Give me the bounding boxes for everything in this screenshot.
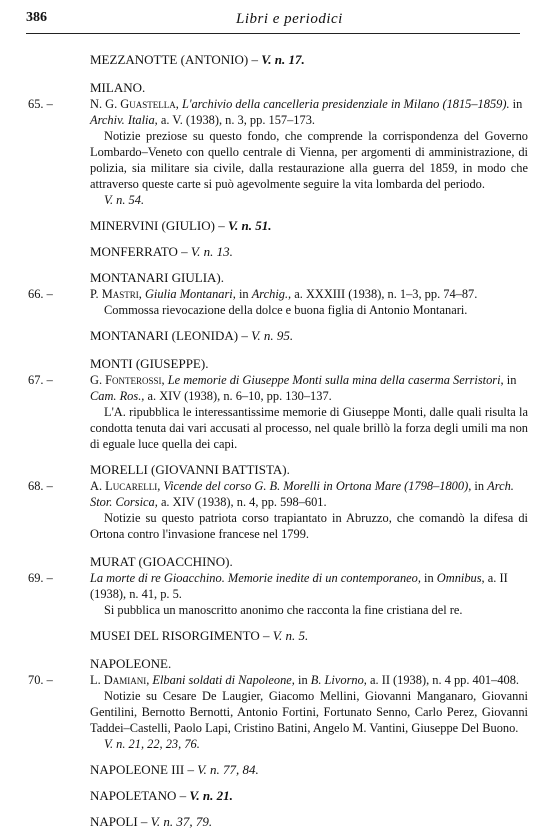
entry-number: 70. –	[28, 673, 53, 687]
entry-number: 66. –	[28, 287, 53, 301]
section-heading-murat: MURAT (GIOACCHINO).	[90, 554, 233, 569]
section-heading-monti: MONTI (GIUSEPPE).	[90, 356, 209, 371]
cross-reference-napoli: NAPOLI – V. n. 37, 79.	[90, 814, 213, 829]
author: N. G. Guastella,	[90, 97, 179, 111]
citation: A. Lucarelli, Vicende del corso G. B. Morelli in Ortona Mare (1798–1800), in Arch. Stor. Corsica, a. XIV (1938), n. 4, pp. 598–601.	[90, 479, 514, 509]
page-body	[28, 52, 528, 830]
annotation: L'A. ripubblica le interessantissime memorie di Giuseppe Monti, dalle quali risulta la condotta tenuta dai vari accusati al processo, nel quale brillò la forza degli umili ma non di eguale luce quella dei capi.	[90, 405, 528, 451]
section-heading-milano: MILANO.	[90, 80, 146, 95]
bibliography-entry-67	[28, 372, 528, 452]
entry-number: 67. –	[28, 373, 53, 387]
citation: P. Mastri, Giulia Montanari, in Archig., a. XXXIII (1938), n. 1–3, pp. 74–87.	[90, 287, 478, 301]
reference: V. n. 17.	[261, 52, 305, 67]
journal: Archiv. Italia,	[90, 113, 158, 127]
annotation: Notizie preziose su questo fondo, che comprende la corrispondenza del Governo Lombardo–Veneto con quello centrale di Vienna, per argomenti di amministrazione, di polizia, sia militare sia civile, dalla restaurazione alla guerra del 1859, in modo che attraverso queste carte si può agevolmente seguire la vita lombarda del periodo.	[90, 129, 528, 191]
title: L'archivio della cancelleria presidenziale in Milano (1815–1859).	[181, 97, 510, 111]
running-title: Libri e periodici	[236, 11, 343, 27]
cross-reference-monferrato: MONFERRATO – V. n. 13.	[90, 244, 233, 259]
reference: V. n. 21, 22, 23, 76.	[104, 737, 200, 751]
bibliography-entry-66	[28, 286, 528, 318]
cross-reference-musei: MUSEI DEL RISORGIMENTO – V. n. 5.	[90, 628, 309, 643]
citation: L. Damiani, Elbani soldati di Napoleone, in B. Livorno, a. II (1938), n. 4 pp. 401–408.	[90, 673, 520, 687]
cross-reference-montanari-leonida: MONTANARI (LEONIDA) – V. n. 95.	[90, 328, 294, 343]
section-heading-morelli: MORELLI (GIOVANNI BATTISTA).	[90, 462, 290, 477]
entry-number: 68. –	[28, 479, 53, 493]
page-header	[26, 10, 520, 36]
reference: V. n. 54.	[104, 193, 145, 207]
entry-number: 65. –	[28, 97, 53, 111]
section-heading-napoleone: NAPOLEONE.	[90, 656, 172, 671]
header-rule	[26, 33, 520, 34]
cross-reference-napoletano: NAPOLETANO – V. n. 21.	[90, 788, 233, 803]
bibliography-entry-69	[28, 570, 528, 618]
citation: La morte di re Gioacchino. Memorie inedite di un contemporaneo, in Omnibus, a. II (1938), n. 41, p. 5.	[90, 571, 508, 601]
cross-reference-napoleone-iii: NAPOLEONE III – V. n. 77, 84.	[90, 762, 259, 777]
annotation: Commossa rievocazione della dolce e buona figlia di Antonio Montanari.	[104, 303, 468, 317]
separator: –	[248, 52, 262, 67]
annotation: Notizie su questo patriota corso trapiantato in Abruzzo, che comandò la difesa di Ortona contro l'invasione francese nel 1799.	[90, 511, 528, 541]
section-heading-montanari-giulia: MONTANARI GIULIA).	[90, 270, 224, 285]
heading-name: MEZZANOTTE (ANTONIO)	[90, 52, 249, 67]
citation: N. G. Guastella, L'archivio della cancelleria presidenziale in Milano (1815–1859). in Archiv. Italia, a. V. (1938), n. 3, pp. 157–173.	[90, 97, 523, 127]
details: a. V. (1938), n. 3, pp. 157–173.	[160, 113, 315, 127]
cross-reference-minervini: MINERVINI (GIULIO) – V. n. 51.	[90, 218, 272, 233]
bibliography-entry-68	[28, 478, 528, 542]
citation: G. Fonterossi, Le memorie di Giuseppe Monti sulla mina della caserma Serristori, in Cam. Ros., a. XIV (1938), n. 6–10, pp. 130–137.	[90, 373, 517, 403]
page-number: 386	[26, 10, 47, 25]
annotation: Si pubblica un manoscritto anonimo che racconta la fine cristiana del re.	[104, 603, 463, 617]
bibliography-entry-65	[28, 96, 528, 208]
annotation: Notizie su Cesare De Laugier, Giacomo Mellini, Giovanni Manganaro, Giovanni Gentilini, Bernotto Bernotti, Antonio Fortini, Fortunato Senno, Carlo Perez, Giovanni Taddei–Castelli, Paolo Lapi, Cristino Batini, Angelo M. Vantini, Giuseppe Del Buono.	[90, 689, 528, 735]
cross-reference-mezzanotte	[90, 52, 528, 68]
bibliography-entry-70	[28, 672, 528, 752]
entry-number: 69. –	[28, 571, 53, 585]
